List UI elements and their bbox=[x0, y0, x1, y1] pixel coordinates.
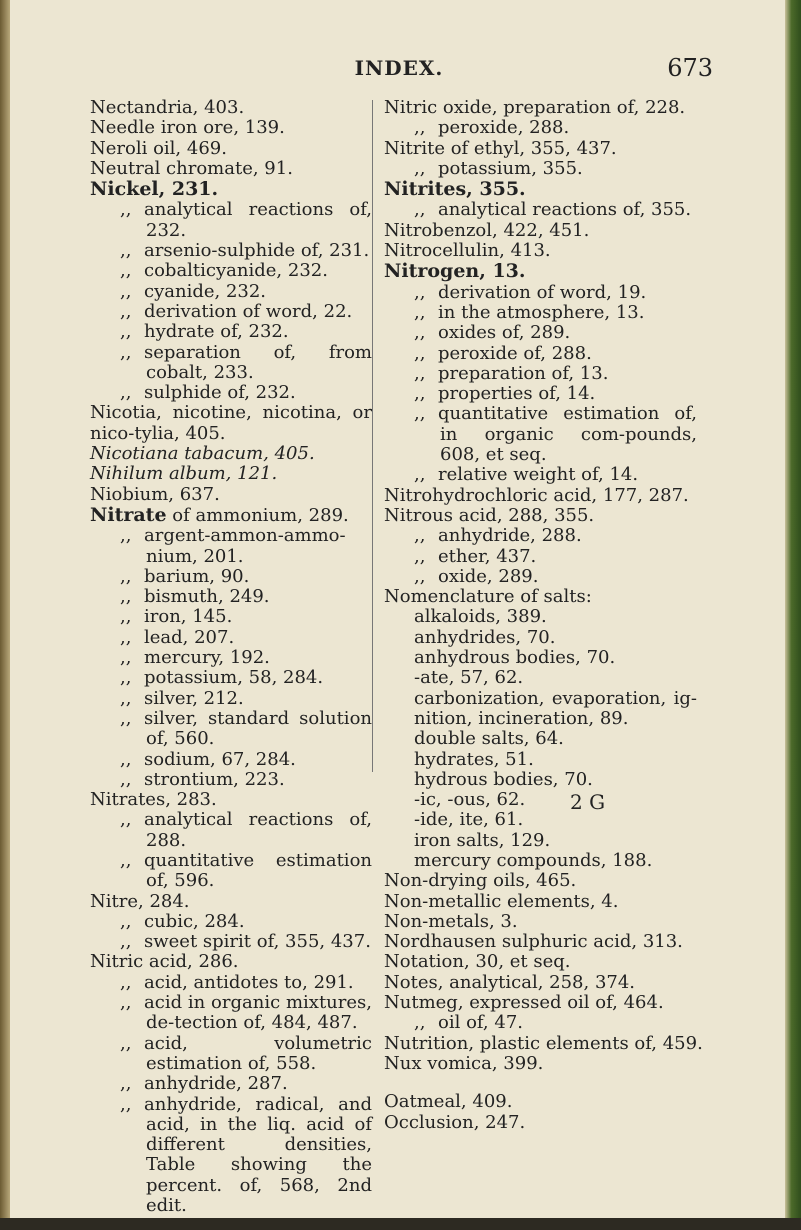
index-entry bbox=[90, 403, 372, 444]
page-number: 673 bbox=[667, 54, 713, 82]
index-entry bbox=[384, 871, 697, 891]
ditto-mark: ,, bbox=[414, 525, 426, 547]
ditto-mark: ,, bbox=[120, 525, 132, 547]
ditto-mark: ,, bbox=[120, 382, 132, 404]
entry-head-word: Nitrate bbox=[90, 503, 167, 526]
entry-text: Nicotia, nicotine, nicotina, or nico-tylia, 405. bbox=[90, 402, 372, 444]
entry-text: Nitrocellulin, 413. bbox=[384, 240, 551, 262]
ditto-mark: ,, bbox=[414, 199, 426, 221]
index-subentry bbox=[90, 261, 372, 281]
index-entry bbox=[90, 790, 372, 810]
entry-text: Occlusion, 247. bbox=[384, 1111, 526, 1133]
index-subentry bbox=[384, 567, 697, 587]
ditto-mark: ,, bbox=[120, 321, 132, 343]
index-subentry bbox=[90, 241, 372, 261]
entry-text: -ide, ite, 61. bbox=[414, 809, 524, 831]
index-subentry bbox=[384, 607, 697, 627]
entry-text: Neutral chromate, 91. bbox=[90, 157, 293, 179]
entry-text: properties of, 14. bbox=[438, 383, 596, 405]
index-entry bbox=[90, 892, 372, 912]
ditto-mark: ,, bbox=[414, 383, 426, 405]
entry-text: oxides of, 289. bbox=[438, 322, 571, 344]
index-entry bbox=[90, 464, 372, 484]
ditto-mark: ,, bbox=[120, 707, 132, 729]
ditto-mark: ,, bbox=[120, 300, 132, 322]
index-entry bbox=[384, 1113, 697, 1133]
entry-text: Non-metals, 3. bbox=[384, 910, 518, 932]
index-entry bbox=[90, 505, 372, 526]
index-entry bbox=[90, 179, 372, 200]
entry-text: Niobium, 637. bbox=[90, 483, 220, 505]
index-subentry bbox=[384, 283, 697, 303]
index-subentry bbox=[90, 689, 372, 709]
index-entry bbox=[384, 1032, 703, 1054]
ditto-mark: ,, bbox=[120, 199, 132, 221]
entry-text: cobalticyanide, 232. bbox=[144, 260, 328, 282]
index-subentry bbox=[90, 322, 372, 342]
index-column-right bbox=[384, 97, 703, 1133]
entry-text: -ic, -ous, 62. bbox=[414, 789, 526, 811]
index-subentry bbox=[90, 1095, 372, 1217]
index-subentry bbox=[384, 364, 697, 384]
ditto-mark: ,, bbox=[414, 1012, 426, 1034]
index-subentry bbox=[384, 750, 697, 770]
entry-text: ether, 437. bbox=[438, 545, 537, 567]
index-subentry bbox=[384, 465, 697, 485]
ditto-mark: ,, bbox=[120, 586, 132, 608]
index-subentry bbox=[90, 567, 372, 587]
index-subentry bbox=[90, 932, 372, 952]
entry-text: anhydrides, 70. bbox=[414, 626, 556, 648]
index-subentry bbox=[384, 831, 697, 851]
index-subentry bbox=[90, 973, 372, 993]
entry-text: silver, 212. bbox=[144, 687, 244, 709]
entry-text: in the atmosphere, 13. bbox=[438, 301, 645, 323]
ditto-mark: ,, bbox=[414, 545, 426, 567]
index-entry bbox=[384, 973, 697, 993]
entry-text: separation of, from cobalt, 233. bbox=[144, 341, 372, 383]
index-subentry bbox=[384, 689, 697, 730]
ditto-mark: ,, bbox=[120, 260, 132, 282]
index-subentry bbox=[90, 200, 372, 241]
index-subentry bbox=[90, 1034, 372, 1075]
entry-text: analytical reactions of, 232. bbox=[144, 199, 372, 241]
entry-text: preparation of, 13. bbox=[438, 362, 609, 384]
ditto-mark: ,, bbox=[414, 403, 426, 425]
index-entry bbox=[384, 179, 697, 200]
index-subentry bbox=[384, 404, 697, 465]
index-subentry bbox=[384, 1013, 697, 1033]
entry-text: Nitric acid, 286. bbox=[90, 951, 239, 973]
index-subentry bbox=[384, 547, 697, 567]
index-subentry bbox=[90, 607, 372, 627]
entry-text: Nitre, 284. bbox=[90, 890, 190, 912]
ditto-mark: ,, bbox=[120, 748, 132, 770]
index-entry bbox=[90, 139, 372, 159]
entry-text: acid, volumetric estimation of, 558. bbox=[144, 1032, 372, 1074]
index-subentry bbox=[90, 648, 372, 668]
ditto-mark: ,, bbox=[414, 565, 426, 587]
ditto-mark: ,, bbox=[120, 647, 132, 669]
entry-text: Nitrobenzol, 422, 451. bbox=[384, 219, 590, 241]
index-subentry bbox=[384, 810, 697, 830]
entry-text: argent-ammon-ammo-nium, 201. bbox=[144, 525, 346, 567]
entry-text: relative weight of, 14. bbox=[438, 464, 639, 486]
index-entry bbox=[384, 98, 697, 118]
entry-text: analytical reactions of, 288. bbox=[144, 809, 372, 851]
page-title: INDEX. bbox=[354, 56, 444, 80]
ditto-mark: ,, bbox=[120, 1093, 132, 1115]
entry-text: quantitative estimation of, in organic com-pounds, 608, et seq. bbox=[438, 403, 697, 466]
index-entry bbox=[90, 485, 372, 505]
index-subentry bbox=[90, 770, 372, 790]
entry-text: double salts, 64. bbox=[414, 728, 564, 750]
ditto-mark: ,, bbox=[120, 687, 132, 709]
entry-text: Nihilum album, 121. bbox=[90, 463, 278, 485]
index-entry bbox=[384, 506, 697, 526]
index-subentry bbox=[384, 851, 697, 871]
index-subentry bbox=[90, 810, 372, 851]
index-subentry bbox=[384, 668, 697, 688]
index-subentry bbox=[384, 200, 697, 220]
entry-text: cyanide, 232. bbox=[144, 280, 267, 302]
ditto-mark: ,, bbox=[120, 809, 132, 831]
ditto-mark: ,, bbox=[414, 281, 426, 303]
index-subentry bbox=[384, 648, 697, 668]
ditto-mark: ,, bbox=[120, 565, 132, 587]
index-subentry bbox=[384, 770, 697, 790]
index-subentry bbox=[90, 383, 372, 403]
ditto-mark: ,, bbox=[120, 992, 132, 1014]
page-bottom-edge bbox=[0, 1218, 801, 1230]
entry-text: Nitrite of ethyl, 355, 437. bbox=[384, 137, 617, 159]
page-header bbox=[85, 56, 713, 92]
entry-text: derivation of word, 19. bbox=[438, 281, 647, 303]
entry-text: Notation, 30, et seq. bbox=[384, 951, 571, 973]
ditto-mark: ,, bbox=[120, 280, 132, 302]
entry-text: Non-metallic elements, 4. bbox=[384, 890, 619, 912]
index-subentry bbox=[90, 851, 372, 892]
entry-text: Nickel, 231. bbox=[90, 178, 219, 201]
index-entry bbox=[90, 444, 372, 464]
index-subentry bbox=[384, 729, 697, 749]
entry-text: Nomenclature of salts: bbox=[384, 586, 592, 608]
index-entry bbox=[90, 118, 372, 138]
index-subentry bbox=[384, 526, 697, 546]
ditto-mark: ,, bbox=[120, 768, 132, 790]
entry-text: Nitrous acid, 288, 355. bbox=[384, 504, 595, 526]
entry-text: Nitrates, 283. bbox=[90, 789, 217, 811]
index-entry bbox=[384, 912, 697, 932]
index-entry bbox=[384, 221, 697, 241]
entry-text: derivation of word, 22. bbox=[144, 300, 353, 322]
index-entry bbox=[90, 159, 372, 179]
index-entry bbox=[384, 952, 697, 972]
index-entry bbox=[384, 486, 697, 506]
entry-text: anhydride, 288. bbox=[438, 525, 582, 547]
index-entry bbox=[384, 1054, 697, 1074]
signature-mark: 2 G bbox=[570, 790, 606, 814]
index-subentry bbox=[384, 344, 697, 364]
entry-text: sulphide of, 232. bbox=[144, 382, 296, 404]
entry-text: anhydride, 287. bbox=[144, 1073, 288, 1095]
ditto-mark: ,, bbox=[414, 117, 426, 139]
entry-text: iron, 145. bbox=[144, 606, 233, 628]
index-entry bbox=[384, 892, 697, 912]
index-subentry bbox=[90, 993, 372, 1034]
index-entry bbox=[384, 139, 697, 159]
index-subentry bbox=[90, 750, 372, 770]
entry-text: Nitrites, 355. bbox=[384, 178, 526, 201]
entry-text: barium, 90. bbox=[144, 565, 250, 587]
ditto-mark: ,, bbox=[120, 931, 132, 953]
entry-text: strontium, 223. bbox=[144, 768, 285, 790]
entry-text: Nutmeg, expressed oil of, 464. bbox=[384, 992, 664, 1014]
entry-text: carbonization, evaporation, ig-nition, incineration, 89. bbox=[414, 687, 697, 729]
ditto-mark: ,, bbox=[120, 240, 132, 262]
index-entry bbox=[384, 241, 697, 261]
index-subentry bbox=[90, 912, 372, 932]
index-subentry bbox=[90, 709, 372, 750]
ditto-mark: ,, bbox=[120, 971, 132, 993]
entry-text: anhydride, radical, and acid, in the liq. acid of different densities, Table showing the percent. of, 568, 2nd edit. bbox=[144, 1093, 372, 1217]
ditto-mark: ,, bbox=[120, 341, 132, 363]
index-subentry bbox=[384, 118, 697, 138]
page-right-edge bbox=[785, 0, 801, 1230]
entry-text: hydrate of, 232. bbox=[144, 321, 289, 343]
ditto-mark: ,, bbox=[120, 667, 132, 689]
ditto-mark: ,, bbox=[414, 464, 426, 486]
entry-text: alkaloids, 389. bbox=[414, 606, 547, 628]
entry-text: potassium, 58, 284. bbox=[144, 667, 324, 689]
index-entry bbox=[90, 98, 372, 118]
entry-text: silver, standard solution of, 560. bbox=[144, 707, 372, 750]
entry-text: Nux vomica, 399. bbox=[384, 1052, 544, 1074]
entry-text: Nitrate of ammonium, 289. bbox=[90, 503, 349, 526]
entry-text: Nectandria, 403. bbox=[90, 97, 245, 118]
index-subentry bbox=[384, 790, 697, 810]
ditto-mark: ,, bbox=[414, 157, 426, 179]
entry-text: peroxide, 288. bbox=[438, 117, 570, 139]
index-subentry bbox=[384, 384, 697, 404]
entry-text: hydrates, 51. bbox=[414, 748, 534, 770]
entry-text: quantitative estimation of, 596. bbox=[144, 849, 372, 892]
index-column-left bbox=[90, 98, 372, 1216]
index-entry bbox=[384, 1092, 697, 1112]
entry-text: peroxide of, 288. bbox=[438, 342, 592, 364]
index-subentry bbox=[90, 628, 372, 648]
ditto-mark: ,, bbox=[120, 849, 132, 871]
entry-text: Oatmeal, 409. bbox=[384, 1091, 513, 1113]
entry-text: Nutrition, plastic elements of, 459. bbox=[384, 1032, 703, 1054]
index-subentry bbox=[90, 526, 372, 567]
ditto-mark: ,, bbox=[120, 626, 132, 648]
entry-text: Nicotiana tabacum, 405. bbox=[90, 443, 315, 465]
entry-gap bbox=[384, 1074, 697, 1092]
entry-text: anhydrous bodies, 70. bbox=[414, 647, 616, 669]
index-entry bbox=[384, 932, 697, 952]
index-subentry bbox=[90, 282, 372, 302]
index-entry bbox=[384, 587, 697, 607]
entry-text: Nitric oxide, preparation of, 228. bbox=[384, 97, 686, 118]
entry-text: mercury compounds, 188. bbox=[414, 849, 653, 871]
ditto-mark: ,, bbox=[120, 1032, 132, 1054]
entry-text: sodium, 67, 284. bbox=[144, 748, 296, 770]
entry-text: potassium, 355. bbox=[438, 157, 583, 179]
ditto-mark: ,, bbox=[120, 606, 132, 628]
entry-text: Nitrohydrochloric acid, 177, 287. bbox=[384, 484, 689, 506]
page-left-edge bbox=[0, 0, 10, 1230]
entry-text: analytical reactions of, 355. bbox=[438, 199, 692, 221]
entry-text: bismuth, 249. bbox=[144, 586, 270, 608]
index-subentry bbox=[90, 1074, 372, 1094]
entry-text: -ate, 57, 62. bbox=[414, 667, 524, 689]
index-subentry bbox=[384, 628, 697, 648]
index-subentry bbox=[90, 668, 372, 688]
entry-text: iron salts, 129. bbox=[414, 829, 551, 851]
ditto-mark: ,, bbox=[414, 362, 426, 384]
ditto-mark: ,, bbox=[120, 1073, 132, 1095]
ditto-mark: ,, bbox=[120, 910, 132, 932]
ditto-mark: ,, bbox=[414, 301, 426, 323]
entry-text: lead, 207. bbox=[144, 626, 235, 648]
index-subentry bbox=[384, 303, 697, 323]
entry-text: arsenio-sulphide of, 231. bbox=[144, 240, 370, 262]
entry-text: oil of, 47. bbox=[438, 1012, 523, 1034]
entry-text: Neroli oil, 469. bbox=[90, 137, 227, 159]
entry-text: acid, antidotes to, 291. bbox=[144, 971, 354, 993]
index-entry bbox=[384, 993, 697, 1013]
index-entry bbox=[90, 952, 372, 972]
entry-text: Needle iron ore, 139. bbox=[90, 117, 285, 139]
entry-text: cubic, 284. bbox=[144, 910, 245, 932]
entry-text: Notes, analytical, 258, 374. bbox=[384, 971, 636, 993]
entry-text: mercury, 192. bbox=[144, 647, 270, 669]
index-subentry bbox=[90, 587, 372, 607]
index-subentry bbox=[384, 323, 697, 343]
ditto-mark: ,, bbox=[414, 342, 426, 364]
entry-text: oxide, 289. bbox=[438, 565, 539, 587]
entry-text: acid in organic mixtures, de-tection of, 484, 487. bbox=[144, 992, 372, 1034]
entry-text: sweet spirit of, 355, 437. bbox=[144, 931, 371, 953]
index-subentry bbox=[90, 302, 372, 322]
entry-text: Non-drying oils, 465. bbox=[384, 870, 577, 892]
column-divider bbox=[372, 100, 373, 772]
index-subentry bbox=[90, 343, 372, 384]
entry-text: hydrous bodies, 70. bbox=[414, 768, 593, 790]
index-subentry bbox=[384, 159, 697, 179]
ditto-mark: ,, bbox=[414, 322, 426, 344]
index-entry bbox=[384, 261, 697, 282]
entry-text: Nitrogen, 13. bbox=[384, 260, 526, 283]
entry-text: Nordhausen sulphuric acid, 313. bbox=[384, 931, 683, 953]
